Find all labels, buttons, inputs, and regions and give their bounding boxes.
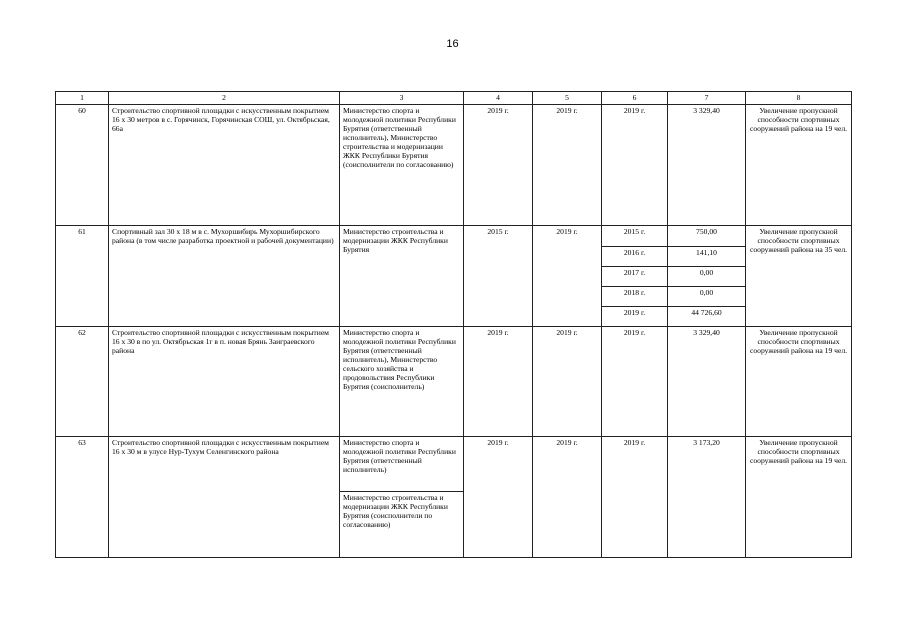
row-col5: 2019 г. (533, 105, 602, 226)
row-executor: Министерство спорта и молодежной политики Республики Бурятия (ответственный исполнитель), Министерство сельского хозяйства и продовольствия Республики Бурятия (соисполнитель) (340, 327, 464, 437)
row-col7: 3 173,20 (668, 437, 746, 558)
header-cell-7: 7 (668, 92, 746, 105)
row-name: Строительство спортивной площадки с искусственным покрытием 16 х 30 м в улусе Нур-Тухум Селенгинского района (109, 437, 340, 558)
row-col6: 2019 г. (602, 437, 668, 558)
table-row-63 (56, 437, 852, 492)
row-amount: 750,00 (668, 226, 746, 247)
row-col5: 2019 г. (533, 327, 602, 437)
row-amount: 0,00 (668, 267, 746, 287)
row-name: Строительство спортивной площадки с искусственным покрытием 16 х 30 в по ул. Октябрьская 1г в п. новая Брянь Заиграевского района (109, 327, 340, 437)
row-executor: Министерство строительства и модернизации ЖКК Республики Бурятия (340, 226, 464, 327)
row-col4: 2019 г. (464, 105, 533, 226)
page-number: 16 (446, 38, 459, 50)
row-col7: 3 329,40 (668, 105, 746, 226)
row-number: 60 (56, 105, 109, 226)
row-year: 2019 г. (602, 307, 668, 327)
program-table (55, 91, 852, 558)
table-row-61 (56, 226, 852, 247)
header-cell-1: 1 (56, 92, 109, 105)
row-result: Увеличение пропускной способности спортивных сооружений района на 19 чел. (746, 327, 852, 437)
row-col7: 3 329,40 (668, 327, 746, 437)
row-col6: 2019 г. (602, 327, 668, 437)
row-executor-secondary: Министерство строительства и модернизации ЖКК Республики Бурятия (соисполнители по согласованию) (340, 492, 464, 558)
header-cell-5: 5 (533, 92, 602, 105)
table-row-60 (56, 105, 852, 226)
row-year: 2015 г. (602, 226, 668, 247)
row-executor-primary: Министерство спорта и молодежной политики Республики Бурятия (ответственный исполнитель) (340, 437, 464, 492)
row-executor: Министерство спорта и молодежной политики Республики Бурятия (ответственный исполнитель), Министерство строительства и модернизации ЖКК Республики Бурятия (соисполнители по согласованию) (340, 105, 464, 226)
header-row (56, 92, 852, 105)
row-amount: 44 726,60 (668, 307, 746, 327)
row-col5: 2019 г. (533, 226, 602, 327)
table-row-62 (56, 327, 852, 437)
row-year: 2017 г. (602, 267, 668, 287)
row-col5: 2019 г. (533, 437, 602, 558)
row-result: Увеличение пропускной способности спортивных сооружений района на 19 чел. (746, 437, 852, 558)
header-cell-6: 6 (602, 92, 668, 105)
row-amount: 0,00 (668, 287, 746, 307)
row-result: Увеличение пропускной способности спортивных сооружений района на 19 чел. (746, 105, 852, 226)
row-result: Увеличение пропускной способности спортивных сооружений района на 35 чел. (746, 226, 852, 327)
row-number: 61 (56, 226, 109, 327)
row-year: 2018 г. (602, 287, 668, 307)
row-amount: 141,10 (668, 247, 746, 267)
header-cell-2: 2 (109, 92, 340, 105)
row-number: 63 (56, 437, 109, 558)
row-col4: 2019 г. (464, 437, 533, 558)
header-cell-3: 3 (340, 92, 464, 105)
row-name: Спортивный зал 30 х 18 м в с. Мухоршибирь Мухоршибирского района (в том числе разработка проектной и рабочей документации) (109, 226, 340, 327)
header-cell-4: 4 (464, 92, 533, 105)
row-name: Строительство спортивной площадки с искусственным покрытием 16 х 30 метров в с. Горячинск, Горячинская СОШ, ул. Октябрьская, 66а (109, 105, 340, 226)
row-col4: 2019 г. (464, 327, 533, 437)
row-year: 2016 г. (602, 247, 668, 267)
header-cell-8: 8 (746, 92, 852, 105)
row-number: 62 (56, 327, 109, 437)
row-col4: 2015 г. (464, 226, 533, 327)
row-col6: 2019 г. (602, 105, 668, 226)
